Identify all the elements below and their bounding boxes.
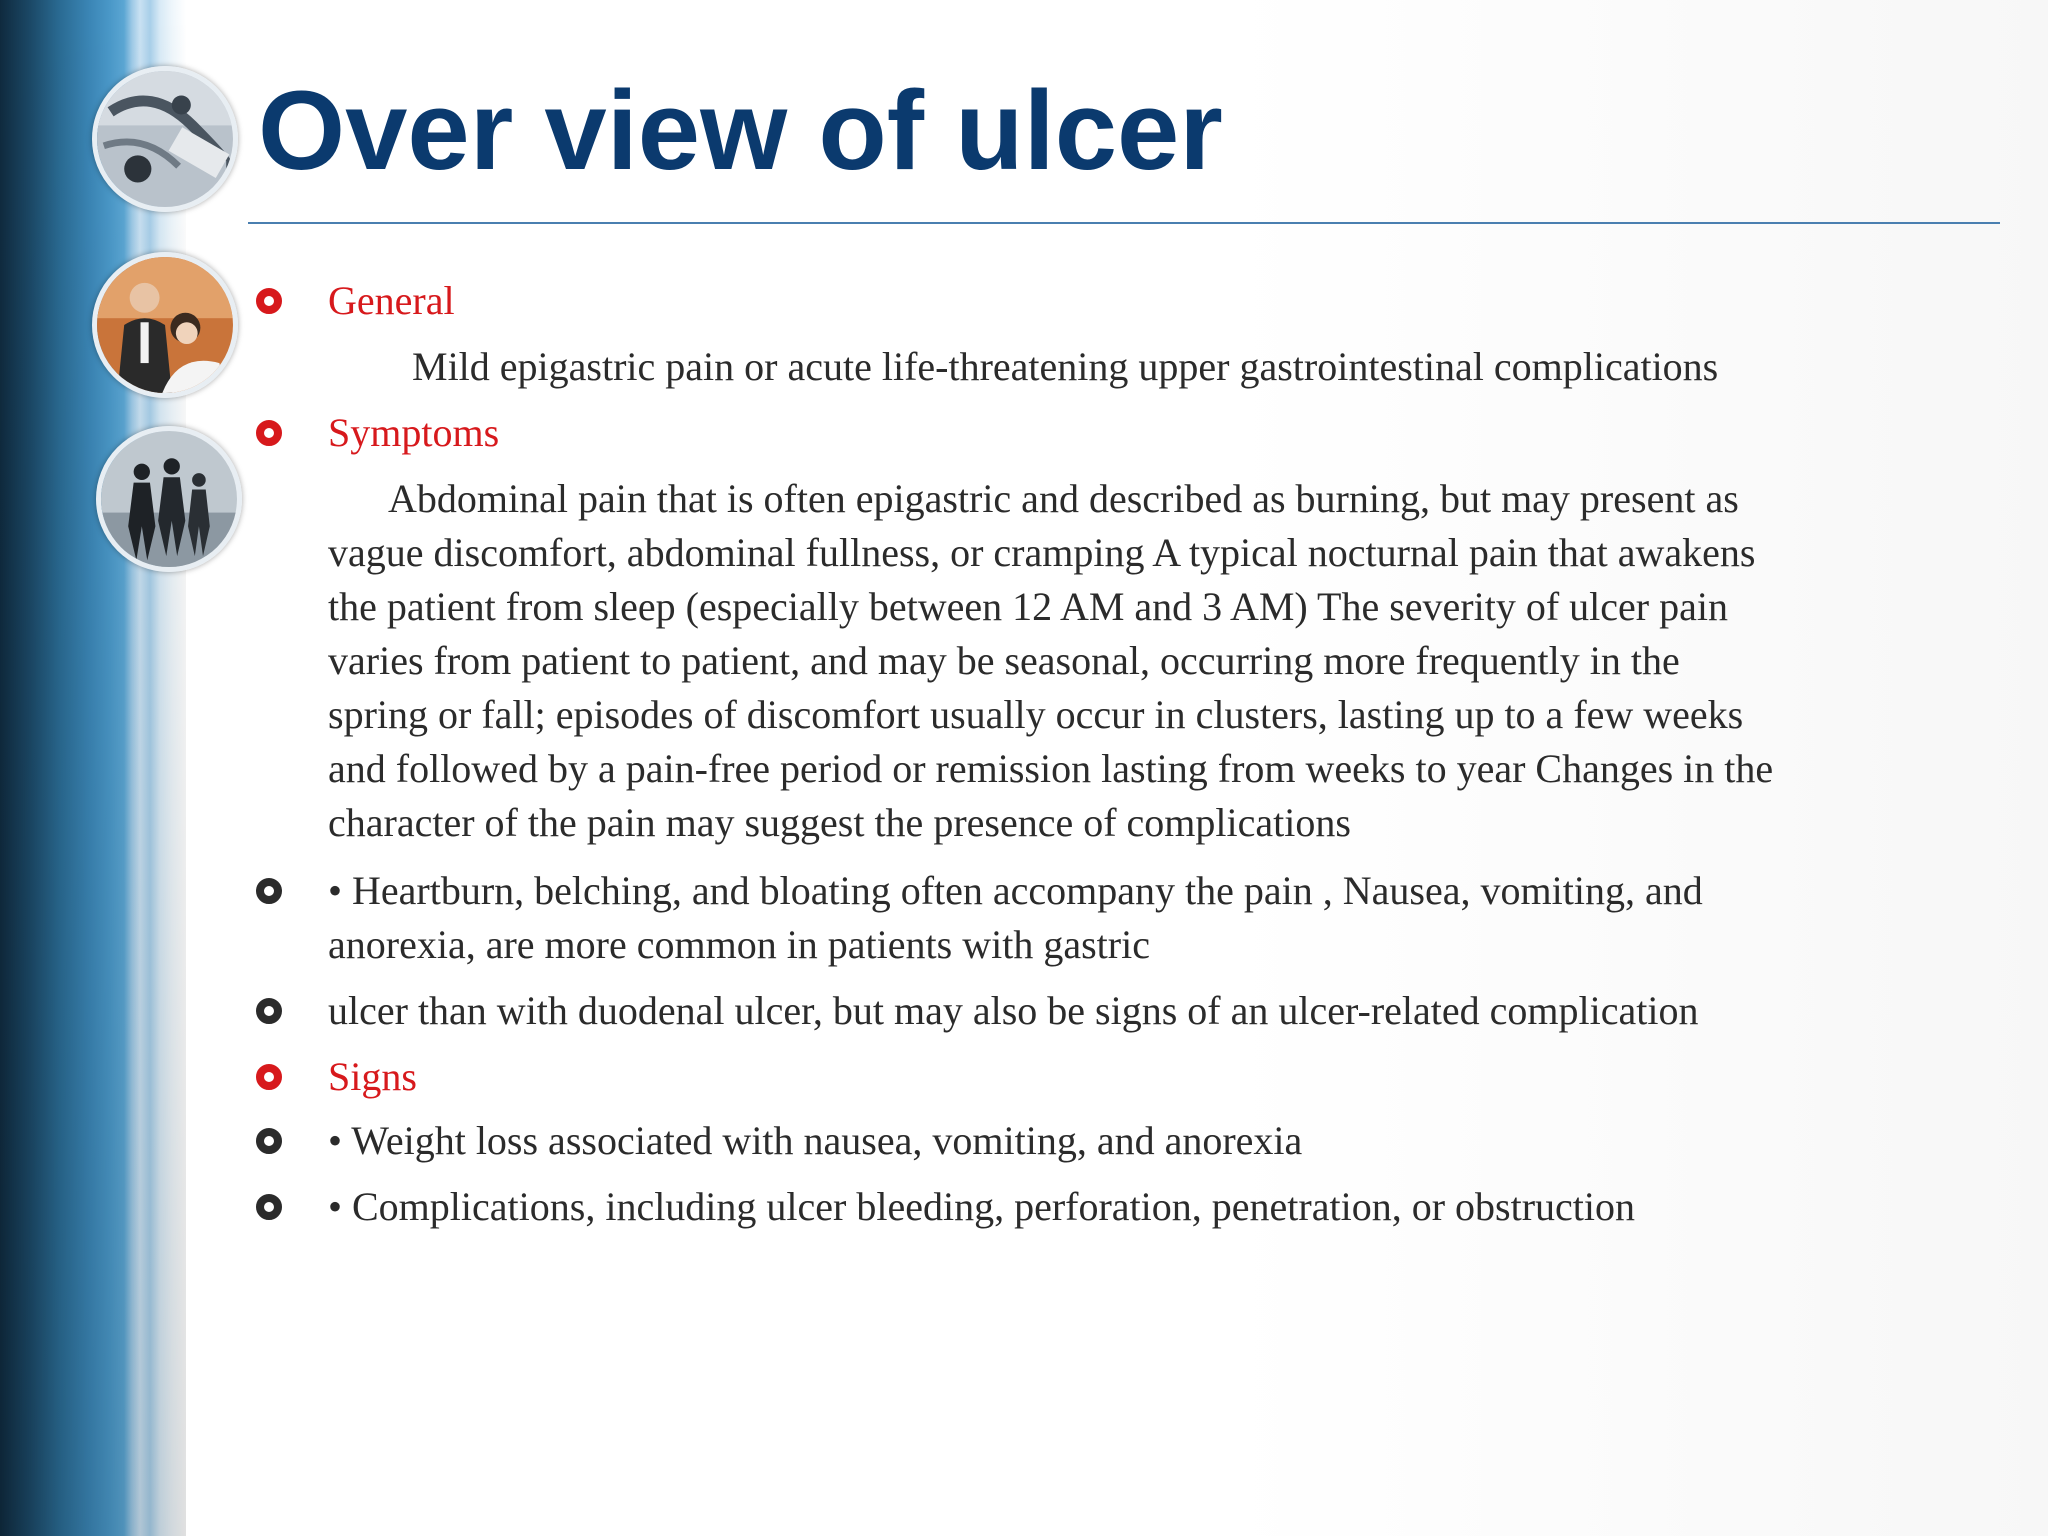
signs-heading: Signs bbox=[328, 1054, 417, 1099]
bullet-icon bbox=[256, 420, 282, 446]
symptoms-body-line: and followed by a pain-free period or remission lasting from weeks to year Changes in the bbox=[328, 746, 1774, 791]
general-heading: General bbox=[328, 278, 455, 323]
left-decorative-bar bbox=[0, 0, 186, 1536]
symptoms-body-line: Abdominal pain that is often epigastric and described as burning, but may present as bbox=[388, 476, 1739, 521]
bullet-icon bbox=[256, 1128, 282, 1154]
symptoms-heading: Symptoms bbox=[328, 410, 500, 455]
bullet-icon bbox=[256, 1064, 282, 1090]
title-divider bbox=[248, 222, 2000, 224]
heartburn-line: • Heartburn, belching, and bloating often accompany the pain , Nausea, vomiting, and bbox=[328, 868, 1703, 913]
bullet-icon bbox=[256, 998, 282, 1024]
complications-line: • Complications, including ulcer bleeding, perforation, penetration, or obstruction bbox=[328, 1184, 1636, 1229]
slide-title: Over view of ulcer bbox=[258, 68, 1223, 193]
weight-loss-line: • Weight loss associated with nausea, vomiting, and anorexia bbox=[328, 1118, 1303, 1163]
ulcer-than-line: ulcer than with duodenal ulcer, but may also be signs of an ulcer-related complication bbox=[328, 988, 1699, 1033]
symptoms-body-line: vague discomfort, abdominal fullness, or cramping A typical nocturnal pain that awakens bbox=[328, 530, 1756, 575]
bullet-icon bbox=[256, 288, 282, 314]
symptoms-body-line: character of the pain may suggest the presence of complications bbox=[328, 800, 1351, 845]
symptoms-body-line: varies from patient to patient, and may be seasonal, occurring more frequently in the bbox=[328, 638, 1680, 683]
general-body: Mild epigastric pain or acute life-threatening upper gastrointestinal complications bbox=[412, 344, 1719, 389]
doctors-photo bbox=[92, 252, 238, 398]
walking-people-photo bbox=[96, 426, 242, 572]
heartburn-line: anorexia, are more common in patients with gastric bbox=[328, 922, 1150, 967]
stethoscope-photo bbox=[92, 66, 238, 212]
bullet-icon bbox=[256, 878, 282, 904]
bullet-icon bbox=[256, 1194, 282, 1220]
symptoms-body-line: spring or fall; episodes of discomfort usually occur in clusters, lasting up to a few weeks bbox=[328, 692, 1744, 737]
symptoms-body-line: the patient from sleep (especially between 12 AM and 3 AM) The severity of ulcer pain bbox=[328, 584, 1728, 629]
